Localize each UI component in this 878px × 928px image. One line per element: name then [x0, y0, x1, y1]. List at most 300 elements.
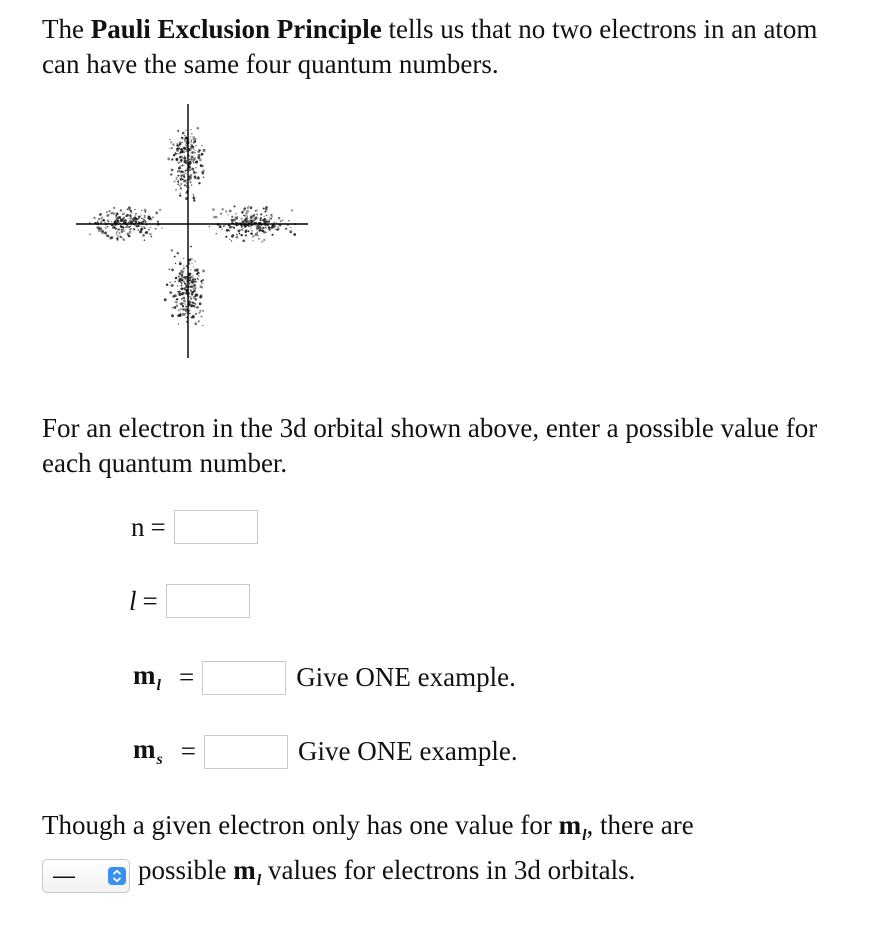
ms-row [133, 734, 518, 769]
orbital-dot [243, 210, 245, 212]
orbital-dot [201, 282, 203, 284]
orbital-dot [199, 312, 201, 314]
orbital-dot [237, 216, 238, 217]
orbital-dot [184, 283, 186, 285]
orbital-dot [193, 281, 195, 283]
ml-hint: Give ONE example. [296, 662, 516, 692]
orbital-dot [191, 285, 194, 288]
orbital-dot [197, 127, 199, 129]
orbital-dot [193, 142, 195, 144]
orbital-dot [101, 230, 104, 233]
orbital-dot [135, 215, 136, 216]
orbital-dot [235, 213, 237, 215]
orbital-dot [169, 291, 172, 294]
orbital-dot [144, 216, 146, 218]
orbital-dot [180, 156, 183, 159]
orbital-dot [159, 209, 162, 212]
orbital-dot [181, 285, 183, 287]
orbital-dot [180, 166, 181, 167]
orbital-dot [255, 225, 257, 227]
n-input[interactable] [174, 510, 258, 544]
orbital-dot [170, 173, 172, 175]
orbital-dot [191, 291, 194, 294]
orbital-dot [179, 185, 181, 187]
orbital-dot [200, 280, 202, 282]
orbital-dot [172, 295, 175, 298]
orbital-dot [212, 208, 215, 211]
orbital-dot [244, 207, 246, 209]
orbital-dot [193, 296, 196, 299]
orbital-dot [179, 262, 182, 265]
orbital-dot [182, 280, 184, 282]
orbital-dot [191, 263, 192, 264]
orbital-dot [191, 304, 194, 307]
orbital-dot [116, 231, 118, 233]
orbital-dot [141, 214, 142, 215]
orbital-dot [285, 228, 287, 230]
orbital-dot [115, 220, 117, 222]
l-input[interactable] [166, 584, 250, 618]
orbital-dot [177, 183, 179, 185]
orbital-dot [191, 149, 192, 150]
orbital-dot [120, 209, 123, 212]
orbital-dot [179, 303, 180, 304]
orbital-dot [184, 155, 185, 156]
orbital-dot [191, 258, 193, 260]
orbital-dot [171, 147, 173, 149]
orbital-dot [263, 207, 265, 209]
orbital-dot [250, 225, 252, 227]
orbital-dot [185, 310, 187, 312]
orbital-dot [181, 298, 182, 299]
orbital-dot [273, 225, 276, 228]
orbital-dot [260, 230, 262, 232]
orbital-dot [219, 225, 222, 228]
orbital-dot [100, 218, 102, 220]
orbital-dot [144, 227, 146, 229]
orbital-dot [98, 218, 101, 221]
orbital-dot [196, 306, 199, 309]
orbital-dot [155, 212, 158, 215]
orbital-dot [193, 266, 194, 267]
orbital-dot [185, 129, 187, 131]
orbital-dot [89, 234, 91, 236]
orbital-dot [231, 221, 233, 223]
orbital-dot [166, 283, 169, 286]
orbital-dot [180, 270, 183, 273]
orbital-dot [171, 314, 174, 317]
orbital-dot [182, 313, 185, 316]
orbital-dot [195, 145, 197, 147]
orbital-dot [247, 207, 249, 209]
orbital-dot [248, 221, 250, 223]
orbital-dot [184, 292, 186, 294]
orbital-dot [198, 182, 200, 184]
orbital-dot [177, 147, 179, 149]
orbital-dot [216, 233, 217, 234]
orbital-dot [119, 232, 121, 234]
orbital-dot [184, 184, 186, 186]
orbital-dot [231, 216, 233, 218]
orbital-dot [125, 227, 127, 229]
orbital-dot [180, 193, 181, 194]
orbital-dot [191, 139, 193, 141]
orbital-dot [128, 222, 130, 224]
equals-sign: = [150, 511, 166, 542]
count-select[interactable] [42, 859, 130, 893]
orbital-dot [181, 275, 183, 277]
orbital-dot [183, 265, 184, 266]
orbital-dot [257, 235, 259, 237]
orbital-dot [185, 162, 187, 164]
orbital-dot [268, 228, 271, 231]
orbital-dot [104, 231, 107, 234]
orbital-dot [225, 236, 227, 238]
l-label: l [129, 585, 137, 616]
instruction-text: For an electron in the 3d orbital shown above, enter a possible value for each quantum number. [42, 413, 818, 478]
orbital-dot [203, 149, 206, 152]
orbital-dot [193, 194, 195, 196]
orbital-dot [245, 230, 247, 232]
orbital-dot [122, 229, 123, 230]
orbital-dot [144, 239, 146, 241]
orbital-dot [192, 276, 194, 278]
orbital-dot [190, 296, 191, 297]
orbital-dot [263, 221, 265, 223]
orbital-dot [174, 281, 175, 282]
orbital-dot [202, 310, 204, 312]
orbital-dot [227, 214, 228, 215]
orbital-dot [175, 178, 177, 180]
orbital-dot [181, 299, 182, 300]
orbital-dot [116, 237, 118, 239]
orbital-dot [201, 153, 204, 156]
orbital-dot [191, 133, 193, 135]
orbital-dot [178, 276, 180, 278]
orbital-dot [169, 282, 170, 283]
orbital-dot [190, 297, 192, 299]
orbital-dot [172, 284, 174, 286]
orbital-dot [196, 172, 197, 173]
orbital-dot [186, 142, 188, 144]
orbital-dot [176, 177, 177, 178]
orbital-dot [108, 210, 111, 213]
orbital-dot [180, 281, 182, 283]
orbital-dot [232, 234, 234, 236]
orbital-dot [226, 229, 229, 232]
orbital-dot [181, 170, 183, 172]
orbital-dot [290, 232, 292, 234]
intro-paragraph: The Pauli Exclusion Principle tells us that no two electrons in an atom can have the same four quantum numbers. [42, 14, 818, 79]
orbital-dot [179, 261, 180, 262]
orbital-dot [250, 220, 251, 221]
orbital-dot [241, 229, 243, 231]
orbital-dot [183, 300, 186, 303]
final-line-2: — possible $m_l$ values for electrons in 3d orbitals. [42, 853, 842, 898]
orbital-dot [138, 225, 140, 227]
orbital-dot [240, 218, 242, 220]
orbital-dot [172, 307, 174, 309]
orbital-dot [231, 240, 232, 241]
ml-input[interactable] [202, 661, 286, 695]
orbital-dot [193, 159, 195, 161]
orbital-dot [193, 290, 194, 291]
orbital-dot [223, 225, 225, 227]
orbital-dot [190, 246, 192, 248]
orbital-dot [180, 183, 182, 185]
orbital-dot [133, 228, 135, 230]
orbital-dot [242, 220, 245, 223]
orbital-dot [116, 212, 119, 215]
orbital-dot [263, 215, 265, 217]
orbital-dot [180, 302, 183, 305]
orbital-dot [198, 320, 200, 322]
orbital-dot [157, 221, 159, 223]
orbital-dot [184, 140, 186, 142]
orbital-dot [122, 218, 125, 221]
orbital-dot [189, 280, 191, 282]
orbital-dot [194, 261, 195, 262]
orbital-dot [148, 218, 150, 220]
orbital-dot [131, 212, 132, 213]
orbital-dot [242, 239, 245, 242]
orbital-dot [111, 221, 113, 223]
orbital-dot [236, 225, 238, 227]
orbital-dot [93, 217, 95, 219]
orbital-dot [250, 228, 251, 229]
orbital-dot [189, 303, 191, 305]
orbital-dot [239, 233, 241, 235]
orbital-dot [202, 287, 203, 288]
orbital-dot [190, 174, 193, 177]
orbital-dot [185, 313, 186, 314]
orbital-dot [255, 210, 257, 212]
orbital-dot [130, 210, 132, 212]
orbital-dot [175, 277, 177, 279]
orbital-dot [191, 178, 192, 179]
orbital-dot [144, 209, 147, 212]
orbital-dot [271, 234, 273, 236]
orbital-dot [245, 218, 247, 220]
orbital-dot [271, 216, 273, 218]
orbital-dot [261, 241, 263, 243]
orbital-dot [105, 227, 107, 229]
orbital-dot [263, 230, 265, 232]
orbital-dot [180, 167, 182, 169]
orbital-dot [106, 211, 107, 212]
orbital-dot [99, 213, 102, 216]
orbital-dot [194, 177, 196, 179]
orbital-dot [176, 298, 178, 300]
orbital-dot [184, 279, 185, 280]
orbital-dot [175, 152, 176, 153]
orbital-dot [191, 159, 192, 160]
orbital-dot [138, 229, 140, 231]
orbital-dot [190, 129, 191, 130]
orbital-dot [270, 218, 272, 220]
orbital-dot [236, 234, 238, 236]
orbital-dot [201, 145, 203, 147]
orbital-dot [121, 231, 123, 233]
orbital-dot [254, 214, 256, 216]
orbital-dot [180, 313, 182, 315]
orbital-dot [176, 145, 178, 147]
orbital-dot [202, 172, 204, 174]
orbital-dot [291, 209, 293, 211]
orbital-dot [169, 139, 170, 140]
orbital-dot [197, 176, 199, 178]
orbital-dot [118, 228, 121, 231]
orbital-dot [257, 209, 258, 210]
orbital-dot [192, 275, 193, 276]
orbital-dot [185, 148, 187, 150]
orbital-dot [201, 316, 203, 318]
ml-symbol: $m_l$ [558, 810, 587, 844]
orbital-dot [191, 168, 194, 171]
orbital-dot [136, 213, 137, 214]
orbital-dot [199, 302, 202, 305]
final-question [42, 808, 842, 898]
orbital-dot [246, 215, 248, 217]
orbital-dot [194, 322, 197, 325]
orbital-dot [184, 303, 185, 304]
orbital-dot [150, 227, 151, 228]
orbital-dot [185, 285, 186, 286]
orbital-dot [164, 298, 167, 301]
orbital-dot [192, 302, 194, 304]
orbital-dot [235, 236, 238, 239]
orbital-dot [184, 138, 186, 140]
orbital-dot [177, 171, 179, 173]
orbital-dot [199, 310, 201, 312]
ms-input[interactable] [204, 735, 288, 769]
orbital-dot [197, 150, 200, 153]
orbital-dot [174, 306, 177, 309]
orbital-dot [128, 235, 130, 237]
orbital-dot [148, 229, 150, 231]
orbital-dot [178, 175, 179, 176]
orbital-dot [97, 228, 99, 230]
orbital-dot [196, 268, 199, 271]
orbital-dot [225, 210, 227, 212]
orbital-dot [263, 239, 265, 241]
orbital-dot [180, 179, 181, 180]
orbital-dot [177, 180, 179, 182]
orbital-dot [122, 238, 125, 241]
orbital-dot [229, 239, 230, 240]
orbital-dot [190, 282, 191, 283]
ms-hint: Give ONE example. [297, 736, 518, 766]
orbital-dot [194, 278, 196, 280]
orbital-dot [129, 217, 131, 219]
orbital-dot [241, 211, 244, 214]
orbital-dot [174, 256, 176, 258]
orbital-dot [183, 297, 186, 300]
orbital-dot [252, 235, 255, 238]
orbital-dot [185, 276, 188, 279]
orbital-dot [245, 212, 247, 214]
orbital-dot [229, 226, 232, 229]
orbital-dot [141, 210, 142, 211]
orbital-dot [280, 220, 282, 222]
orbital-dot [282, 220, 283, 221]
orbital-dot [195, 313, 197, 315]
orbital-dot [193, 171, 195, 173]
final-line-1: Though a given electron only has one value for $m_l$, there are [42, 810, 694, 844]
orbital-dot [182, 305, 184, 307]
orbital-dot [145, 221, 147, 223]
n-label: n [131, 511, 145, 542]
orbital-dot [185, 151, 186, 152]
orbital-dot [220, 213, 222, 215]
orbital-dot [169, 159, 170, 160]
orbital-dot [222, 208, 224, 210]
orbital-dot [208, 226, 210, 228]
orbital-dot [155, 228, 157, 230]
orbital-dot [182, 132, 185, 135]
orbital-dot [260, 213, 262, 215]
orbital-dot [178, 291, 181, 294]
orbital-dot [127, 233, 130, 236]
orbital-dot [185, 278, 187, 280]
orbital-dot [118, 220, 120, 222]
orbital-dot [240, 229, 242, 231]
orbital-dot [200, 295, 203, 298]
orbital-dot [135, 225, 136, 226]
orbital-dot [198, 154, 201, 157]
orbital-dot [247, 231, 248, 232]
orbital-dot [177, 130, 179, 132]
orbital-dot [195, 287, 197, 289]
orbital-dot [190, 269, 191, 270]
orbital-dot [171, 158, 173, 160]
orbital-dot [190, 181, 191, 182]
orbital-dot [254, 218, 257, 221]
orbital-dot [191, 316, 194, 319]
orbital-dot [190, 146, 191, 147]
orbital-dot [241, 226, 242, 227]
orbital-dot [238, 230, 240, 232]
orbital-dot [250, 218, 252, 220]
orbital-dot [196, 273, 198, 275]
orbital-dot [176, 301, 178, 303]
orbital-dot [270, 214, 272, 216]
orbital-dot [195, 289, 197, 291]
orbital-dot [181, 137, 183, 139]
orbital-dot [273, 222, 275, 224]
orbital-dot [290, 227, 291, 228]
orbital-dot [113, 207, 115, 209]
orbital-dot [191, 294, 193, 296]
orbital-dot [189, 283, 191, 285]
orbital-dot [202, 269, 205, 272]
orbital-dot [269, 219, 271, 221]
orbital-dot [195, 303, 197, 305]
orbital-dot [126, 227, 128, 229]
orbital-dot [190, 136, 191, 137]
orbital-dot [183, 173, 185, 175]
count-select-value: — [53, 863, 75, 888]
orbital-dot [194, 152, 196, 154]
3d-orbital-image [72, 102, 312, 360]
orbital-dot [182, 308, 185, 311]
orbital-dot [177, 285, 178, 286]
orbital-dot [242, 228, 243, 229]
orbital-dot [104, 221, 106, 223]
orbital-dot [121, 237, 122, 238]
orbital-dot [264, 210, 266, 212]
orbital-dot [257, 232, 258, 233]
